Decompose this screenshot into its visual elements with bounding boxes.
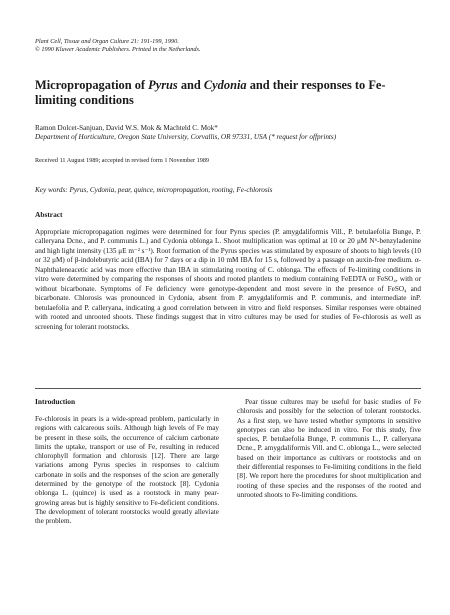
introduction-heading: Introduction bbox=[35, 397, 76, 406]
article-title bbox=[35, 78, 425, 108]
intro-column-left: Fe-chlorosis in pears is a wide-spread problem, particularly in regions with calcareous soils. Although high levels of Fe may be present in these soils, the occurrence of calcium carbonate limits the uptake, transport or use of Fe, resulting in reduced chlorophyll formation and chlorosis [12]. There are large variations among Pyrus species in responses to calcium carbonate in soils and the responses of the scion are generally determined by the genotype of the rootstock [8]. Cydonia oblonga L. (quince) is used as a rootstock in many pear-growing areas but is highly sensitive to Fe-deficient conditions. The development of tolerant rootstocks would greatly alleviate the problem. bbox=[35, 415, 219, 526]
abstract-text: Appropriate micropropagation regimes were determined for four Pyrus species (P. amygdaliformis Vill., P. betulaefolia Bunge, P. calleryana Dcne., and P. communis L.) and Cydonia oblonga L. Shoot multiplication was optimal at 10 or 20 μM N⁶-benzyladenine and high light intensity (135 μE m⁻² s⁻¹). Root formation of the Pyrus species was stimulated by exposure of shoots to high levels (10 or 32 μM) of β-indolebutyric acid (IBA) for 7 days or a dip in 10 mM IBA for 15 s, followed by a passage on auxin-free medium. α-Naphthaleneacetic acid was more effective than IBA in stimulating rooting of C. oblonga. The effects of Fe-limiting conditions in vitro were determined by comparing the responses of shoots and rooted plantlets to medium containing FeEDTA or FeSO₄, with or without bicarbonate. Symptoms of Fe deficiency were genotype-dependent and most severe in the presence of FeSO₄ and bicarbonate. Chlorosis was pronounced in Cydonia, absent from P. amygdaliformis and P. communis, and intermediate inP. betulaefolia and P. calleryana, indicating a good correlation between in vitro and field responses. Similar responses were obtained with rooted and unrooted shoots. These findings suggest that in vitro cultures may be used for studies of Fe-chlorosis as well as screening for tolerant rootstocks. bbox=[35, 228, 421, 331]
title-genus-1: Pyrus bbox=[148, 78, 178, 92]
author-affiliation: Department of Horticulture, Oregon State University, Corvallis, OR 97331, USA (* request for offprints) bbox=[35, 133, 337, 141]
author-names: Ramon Dolcet-Sanjuan, David W.S. Mok & Machteld C. Mok* bbox=[35, 124, 218, 132]
abstract-heading: Abstract bbox=[35, 210, 63, 219]
journal-citation bbox=[35, 38, 201, 54]
title-genus-2: Cydonia bbox=[203, 78, 247, 92]
author-block bbox=[35, 124, 430, 142]
title-part-3: and their responses to Fe-limiting conditions bbox=[35, 78, 386, 107]
section-divider bbox=[35, 388, 421, 389]
received-dates: Received 11 August 1989; accepted in revised form 1 November 1989 bbox=[35, 157, 210, 164]
title-part-2: and bbox=[177, 78, 204, 92]
keywords: Key words: Pyrus, Cydonia, pear, quince, micropropagation, rooting, Fe-chlorosis bbox=[35, 186, 273, 194]
journal-line-1: Plant Cell, Tissue and Organ Culture 21: 191-199, 1990. bbox=[35, 38, 179, 45]
intro-column-right: Pear tissue cultures may be useful for basic studies of Fe chlorosis and possibly for the selection of tolerant rootstocks. As a first step, we have tested whether symptoms in sensitive genotypes can also be induced in vitro. For this study, five species, P. betulaefolia Bunge, P. communis L., P. calleryana Dcne., P. amygdaliformis Vill. and C. oblonga L., were selected based on their importance as cultivars or rootstocks and on their differential responses to Fe-limiting conditions in the field [8]. We report here the procedures for shoot multiplication and rooting of these species and the responses of the rooted and unrooted shoots to Fe-limiting conditions. bbox=[237, 398, 421, 499]
journal-line-2: © 1990 Kluwer Academic Publishers. Printed in the Netherlands. bbox=[35, 46, 201, 53]
title-part-1: Micropropagation of bbox=[35, 78, 149, 92]
